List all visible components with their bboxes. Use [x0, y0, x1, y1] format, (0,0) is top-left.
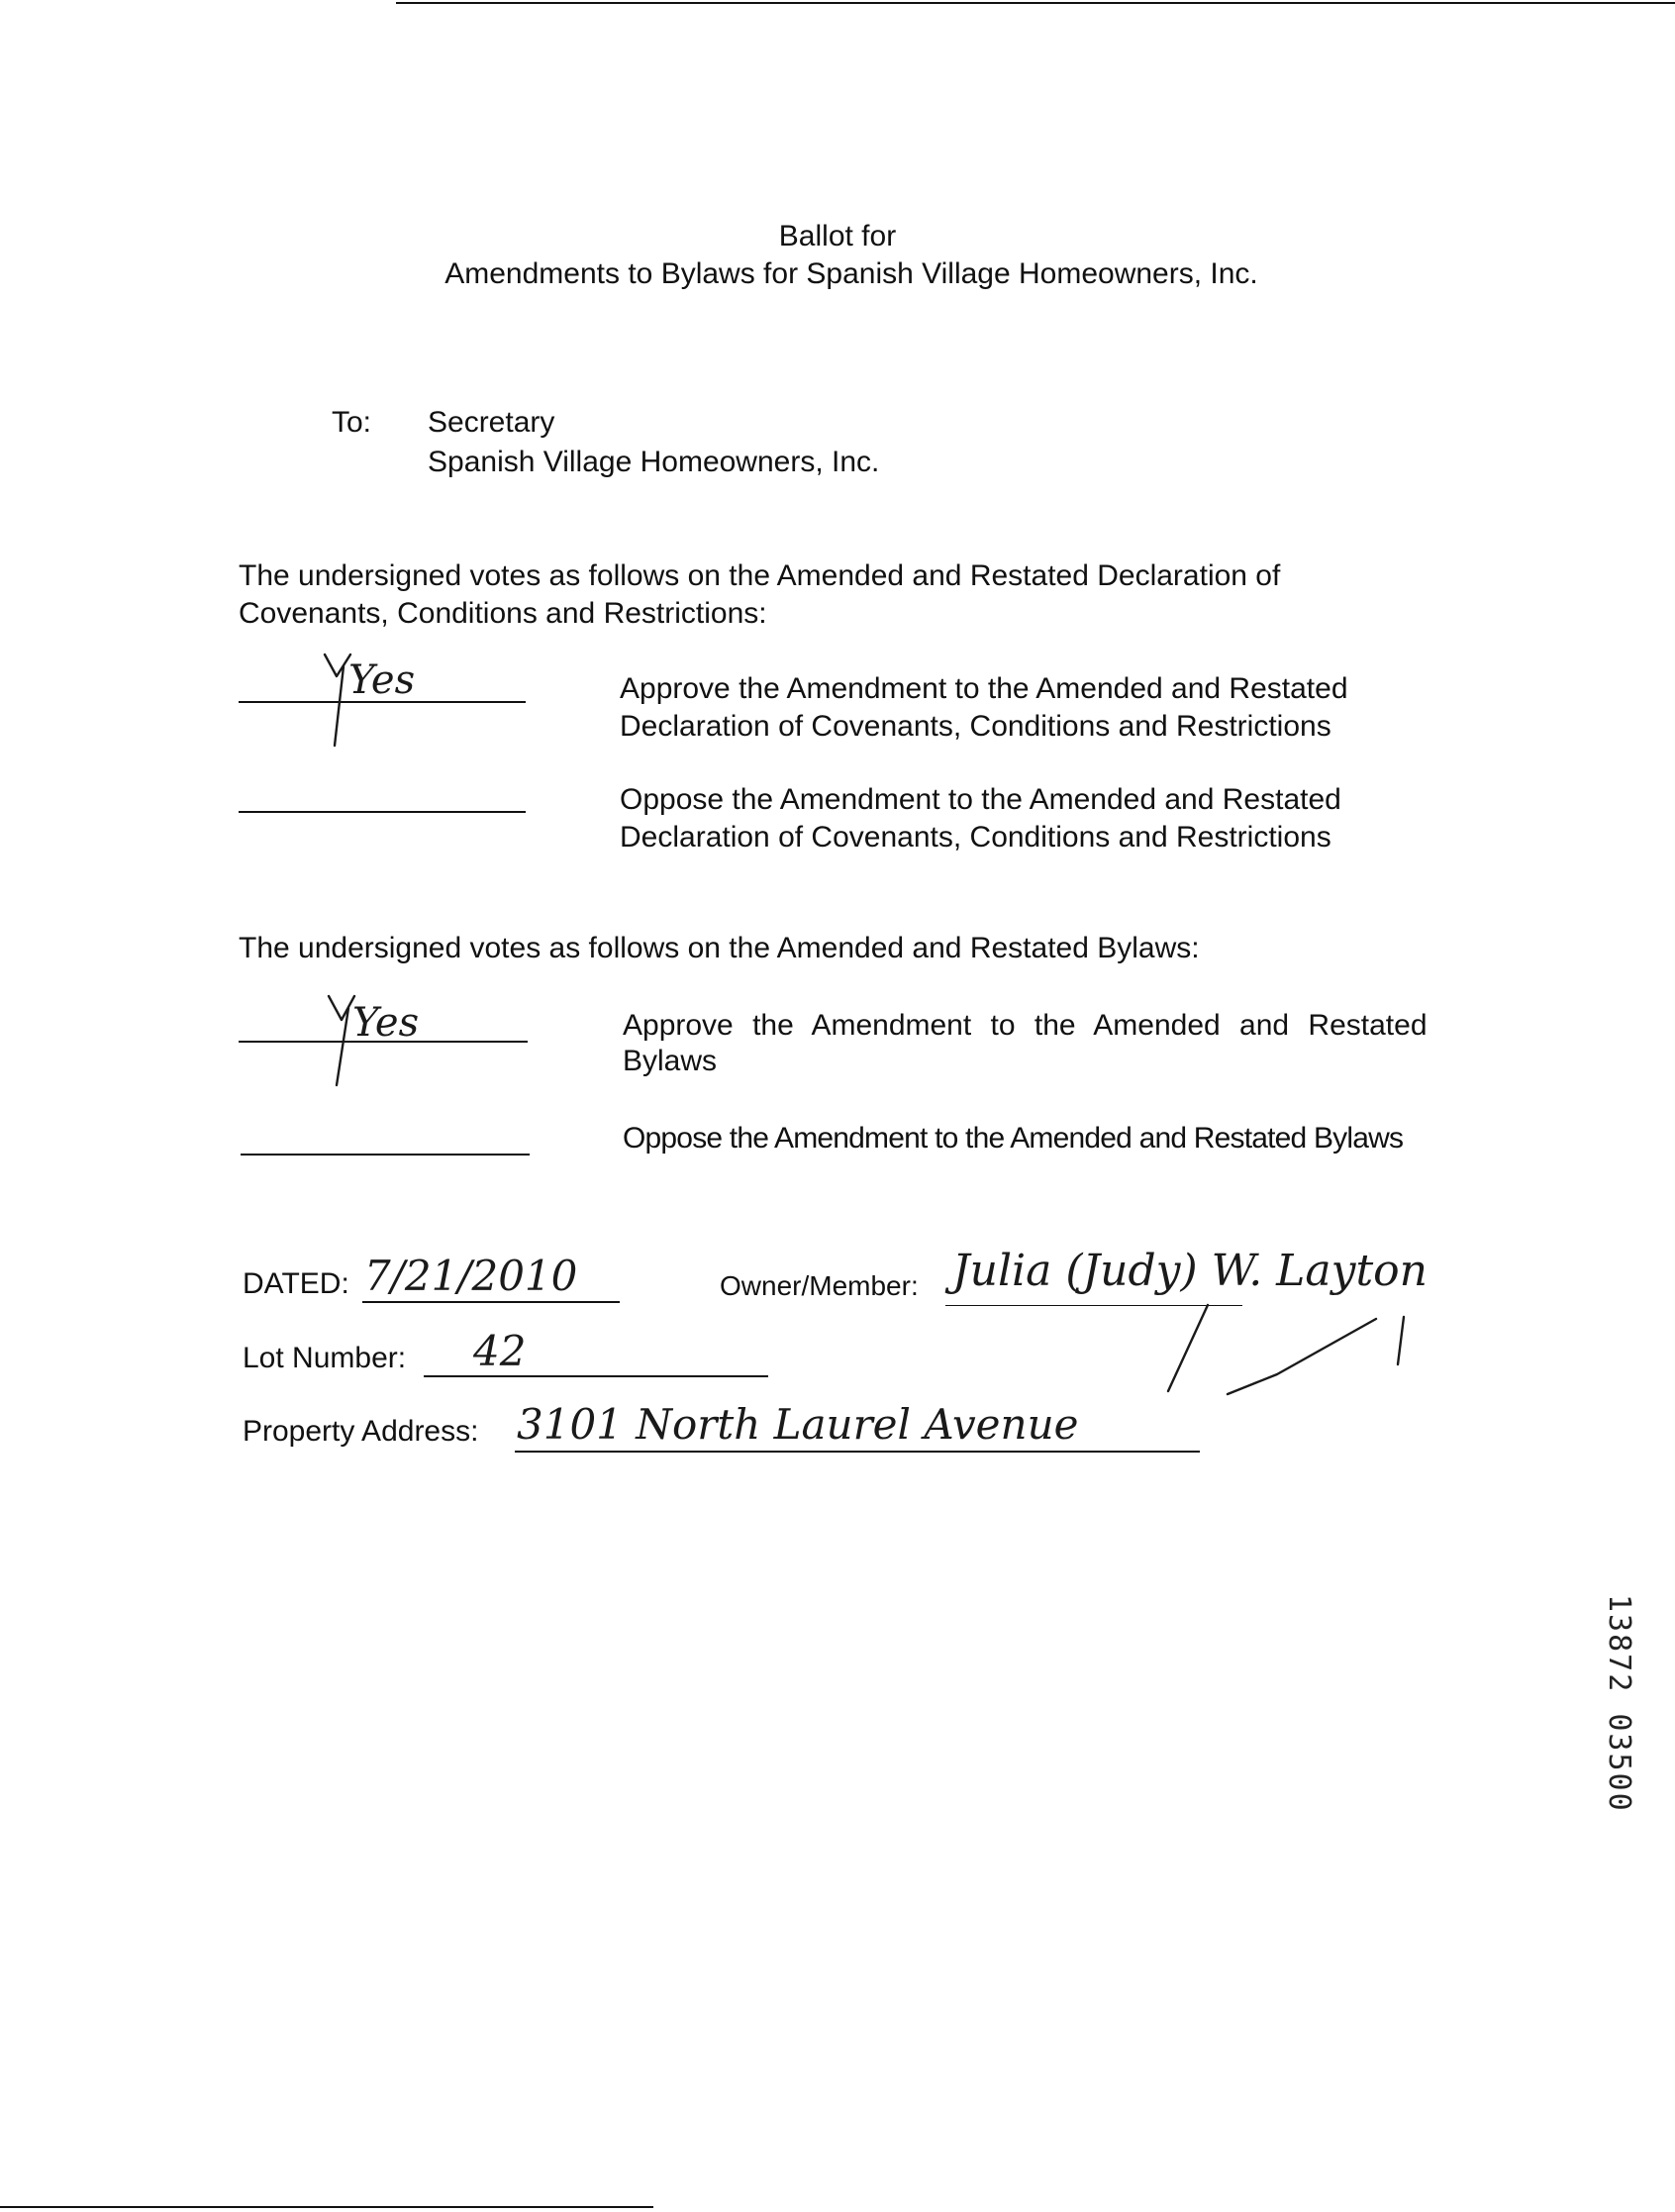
declaration-oppose-text-line2: Declaration of Covenants, Conditions and Restrictions — [620, 821, 1331, 854]
document-stamp: 13872 03500 — [1602, 1594, 1636, 1813]
declaration-intro-line2: Covenants, Conditions and Restrictions: — [239, 597, 767, 630]
lot-number-value[interactable]: 42 — [473, 1327, 527, 1375]
declaration-intro-line1: The undersigned votes as follows on the Amended and Restated Declaration of — [239, 559, 1281, 592]
dated-label: DATED: — [243, 1267, 349, 1300]
to-label: To: — [332, 406, 372, 439]
bylaws-approve-text-line1: Approve the Amendment to the Amended and Restated — [623, 1009, 1428, 1042]
bylaws-oppose-line[interactable] — [241, 1154, 530, 1156]
ballot-title-line2: Amendments to Bylaws for Spanish Village Homeowners, Inc. — [444, 257, 1258, 290]
addressee-line1: Secretary — [428, 406, 555, 439]
property-address-value[interactable]: 3101 North Laurel Avenue — [517, 1400, 1079, 1449]
lot-number-line — [424, 1375, 768, 1377]
property-address-label: Property Address: — [243, 1415, 479, 1448]
signature-flourish-icon — [1158, 1287, 1416, 1406]
bylaws-approve-mark: Yes — [352, 1000, 420, 1046]
owner-member-label: Owner/Member: — [720, 1270, 919, 1301]
scan-bottom-edge — [0, 2206, 653, 2208]
bylaws-oppose-text: Oppose the Amendment to the Amended and Restated Bylaws — [623, 1122, 1404, 1155]
addressee-line2: Spanish Village Homeowners, Inc. — [428, 446, 880, 478]
bylaws-intro: The undersigned votes as follows on the Amended and Restated Bylaws: — [239, 932, 1200, 964]
scan-top-edge — [396, 2, 1675, 4]
dated-value[interactable]: 7/21/2010 — [364, 1252, 578, 1300]
dated-line — [362, 1301, 620, 1303]
declaration-approve-text-line1: Approve the Amendment to the Amended and Restated — [620, 672, 1348, 705]
property-address-line — [515, 1451, 1200, 1453]
declaration-oppose-line[interactable] — [239, 811, 526, 813]
bylaws-approve-text-line2: Bylaws — [623, 1045, 718, 1077]
ballot-title-line1: Ballot for — [778, 220, 897, 252]
declaration-approve-mark: Yes — [348, 657, 416, 703]
declaration-oppose-text-line1: Oppose the Amendment to the Amended and Restated — [620, 783, 1341, 816]
lot-number-label: Lot Number: — [243, 1342, 407, 1374]
owner-signature[interactable]: Julia (Judy) W. Layton — [952, 1246, 1428, 1296]
declaration-approve-text-line2: Declaration of Covenants, Conditions and Restrictions — [620, 710, 1331, 743]
